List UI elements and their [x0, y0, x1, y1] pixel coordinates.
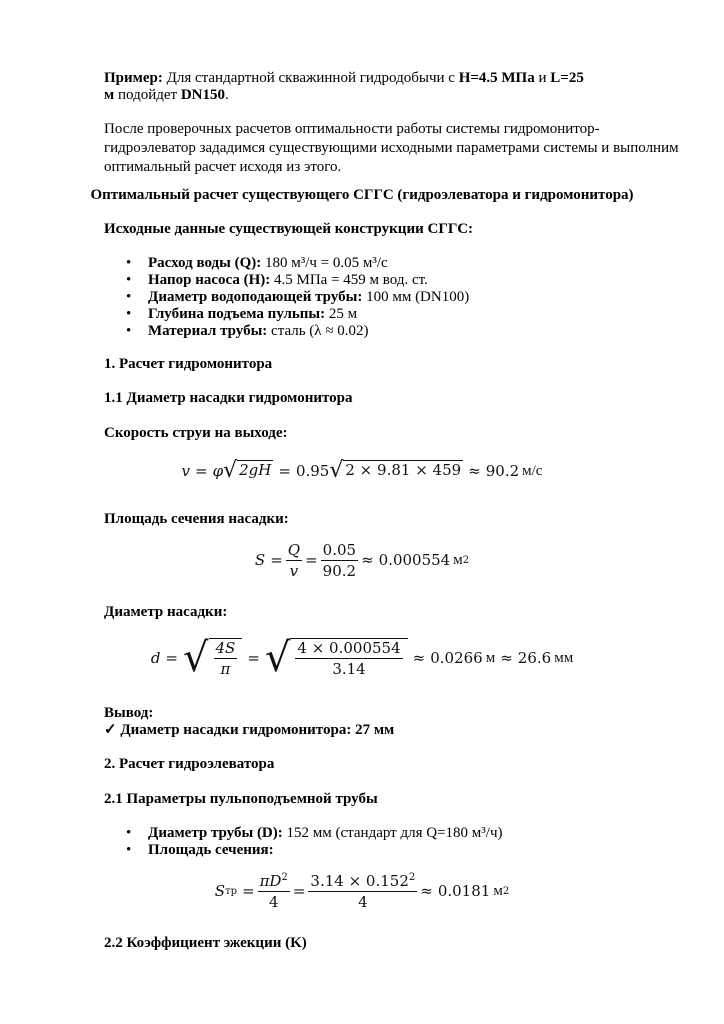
formula-operator: ≈: [412, 648, 426, 667]
fraction: [258, 873, 290, 910]
formula-unit: мм: [554, 649, 574, 666]
fraction-numerator: 4S: [215, 639, 236, 657]
list-item: [104, 272, 469, 289]
item-label: Расход воды (Q):: [148, 255, 262, 271]
item-label: Глубина подъема пульпы:: [148, 306, 326, 322]
formula-operator: ≈: [468, 461, 481, 480]
item-value: 180 м³/ч = 0.05 м³/с: [261, 255, 388, 271]
formula-nozzle-area: S = $\frac{Q}{v}$ = $\frac{0.05}{90.2}$ ≈ 0.000554 м 2: [254, 541, 470, 580]
formula-symbol: v: [181, 461, 190, 480]
item-label: Материал трубы:: [148, 323, 268, 339]
fraction-numerator: Q: [287, 541, 301, 559]
sqrt-sign: √ 2gH: [223, 458, 272, 483]
bullet-icon: •: [126, 306, 132, 322]
formula-operator: =: [278, 461, 291, 480]
section-title: Оптимальный расчет существующего СГГС (гидроэлеватора и гидромонитора): [90, 187, 634, 203]
item-value: сталь (λ ≈ 0.02): [267, 323, 369, 339]
jet-speed-heading: Скорость струи на выходе:: [104, 425, 288, 441]
item-label: Напор насоса (H):: [148, 272, 271, 288]
fraction: [321, 542, 358, 579]
item-label: Диаметр водоподающей трубы:: [148, 289, 363, 305]
formula-operator: ≈: [420, 882, 433, 900]
section-2-2-heading: 2.2 Коэффициент эжекции (K): [104, 935, 307, 951]
formula-operator: =: [270, 551, 283, 569]
example-text-2: подойдет: [114, 87, 181, 103]
fraction-numerator: 4 × 0.000554: [297, 639, 401, 657]
bullet-icon: •: [126, 323, 132, 339]
formula-operator: =: [242, 882, 255, 900]
formula-operator: =: [195, 461, 208, 480]
bullet-icon: •: [126, 255, 132, 271]
formula-result: 0.000554: [378, 551, 451, 569]
section-1-heading: 1. Расчет гидромонитора: [104, 356, 273, 372]
pipe-params-list: [104, 825, 502, 859]
fraction-denominator: 4: [358, 893, 368, 911]
list-item: [104, 306, 469, 323]
fraction-denominator: 3.14: [332, 660, 366, 678]
formula-exponent: 2: [281, 872, 288, 883]
example-end: .: [225, 87, 229, 103]
item-value: 100 мм (DN100): [362, 289, 470, 305]
formula-nozzle-diameter: [0, 635, 724, 688]
list-item: [104, 255, 469, 272]
list-item: [104, 842, 502, 859]
list-item: [104, 289, 469, 306]
nozzle-area-heading: Площадь сечения насадки:: [104, 511, 289, 527]
formula-result: 0.0266: [430, 648, 483, 667]
fraction-denominator: 90.2: [322, 562, 357, 580]
fraction: [308, 873, 417, 910]
fraction-denominator: 4: [268, 893, 279, 911]
intro-line: оптимальный расчет исходя из этого.: [104, 159, 342, 175]
intro-paragraph: [104, 121, 679, 178]
formula-operator: =: [247, 648, 260, 667]
formula-result: 90.2: [485, 461, 520, 480]
example-label: Пример:: [104, 70, 163, 86]
formula-unit: м/с: [522, 462, 543, 479]
intro-line: После проверочных расчетов оптимальности работы системы гидромонитор-: [104, 121, 600, 137]
formula-jet-speed: [0, 460, 724, 488]
fraction-numerator: 0.05: [322, 541, 357, 559]
sqrt-sign: √ 2 × 9.81 × 459: [329, 458, 462, 483]
bullet-icon: •: [126, 272, 132, 288]
formula-operator: =: [305, 551, 318, 569]
fraction-denominator: π: [220, 660, 231, 678]
example-paragraph: [104, 70, 584, 104]
formula-operator: ≈: [361, 551, 374, 569]
sqrt-content: 2gH: [237, 460, 273, 482]
conclusion-text: ✓ Диаметр насадки гидромонитора: 27 мм: [104, 722, 395, 738]
example-dn-value: DN150: [180, 87, 225, 103]
formula-number: 0.95: [295, 461, 330, 480]
example-text: Для стандартной скважинной гидродобычи с: [162, 70, 459, 86]
conclusion-label: Вывод:: [104, 705, 154, 721]
formula-unit: м: [453, 552, 463, 568]
list-item: [104, 825, 502, 842]
sqrt-sign: √ $\frac{4S}{\pi}$: [183, 638, 242, 678]
intro-line: гидроэлеватор зададимся существующими исходными параметрами системы и выполним: [104, 140, 679, 156]
fraction: [295, 640, 402, 677]
formula-operator: ≈: [500, 648, 513, 667]
fraction: [286, 542, 302, 579]
bullet-icon: •: [126, 825, 132, 841]
formula-unit: м: [485, 649, 496, 666]
formula-symbol: S: [214, 882, 226, 900]
item-value: 4.5 МПа = 459 м вод. ст.: [270, 272, 428, 288]
sqrt-content: 2 × 9.81 × 459: [343, 460, 463, 482]
example-l-unit: м: [104, 87, 115, 103]
initial-data-list: [104, 255, 469, 340]
section-1-1-heading: 1.1 Диаметр насадки гидромонитора: [104, 390, 353, 406]
fraction: [214, 640, 238, 677]
initial-data-heading: Исходные данные существующей конструкции СГГС:: [104, 221, 474, 237]
bullet-icon: •: [126, 842, 132, 858]
formula-pipe-area: S тр = $\frac{\pi D^2}{4}$ = $\frac{3.14 \times 0.152^2}{4}$ ≈ 0.0181 м 2: [214, 872, 510, 911]
item-value: 25 м: [325, 306, 358, 322]
section-2-1-heading: 2.1 Параметры пульпоподъемной трубы: [104, 791, 378, 807]
example-and: и: [534, 70, 551, 86]
bullet-icon: •: [126, 289, 132, 305]
formula-result: 26.6: [517, 648, 552, 667]
formula-unit: м: [493, 883, 503, 899]
formula-operator: =: [165, 648, 178, 667]
example-l-value: L=25: [550, 70, 584, 86]
formula-exponent: 2: [408, 872, 416, 883]
formula-symbol: φ: [212, 461, 224, 480]
section-2-heading: 2. Расчет гидроэлеватора: [104, 756, 275, 772]
item-label: Диаметр трубы (D):: [148, 825, 283, 841]
formula-operator: =: [292, 882, 306, 900]
sqrt-sign: √ $\frac{4 \times 0.000554}{3.14}$: [265, 638, 408, 678]
example-h-value: H=4.5 МПа: [458, 70, 535, 86]
nozzle-diameter-heading: Диаметр насадки:: [104, 604, 228, 620]
item-label: Площадь сечения:: [148, 842, 274, 858]
fraction-numerator: πD: [259, 872, 282, 890]
item-value: 152 мм (стандарт для Q=180 м³/ч): [282, 825, 503, 841]
formula-symbol: S: [254, 551, 266, 569]
formula-result: 0.0181: [437, 882, 491, 900]
formula-symbol: d: [150, 648, 161, 667]
list-item: [104, 323, 469, 340]
fraction-numerator: 3.14 × 0.152: [310, 872, 409, 890]
fraction-denominator: v: [289, 562, 299, 580]
